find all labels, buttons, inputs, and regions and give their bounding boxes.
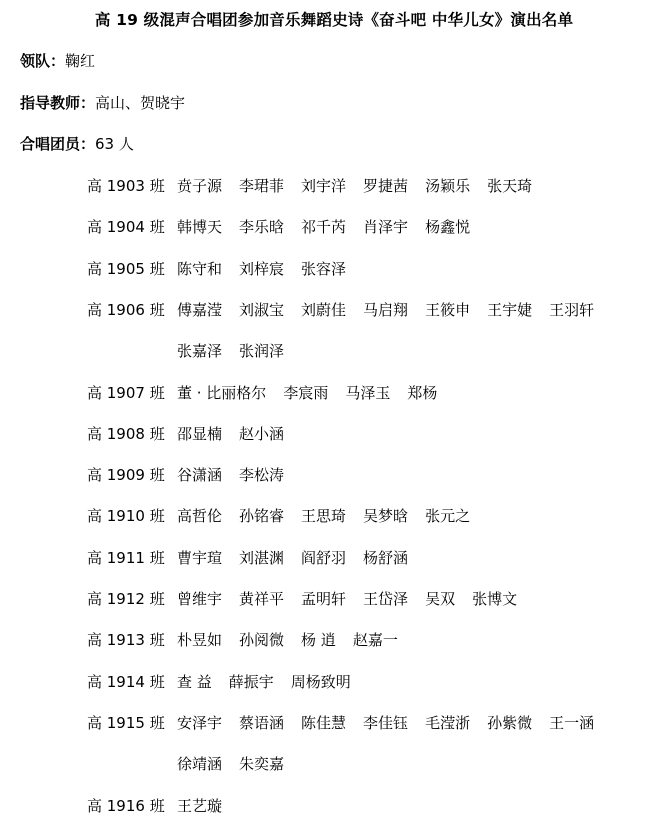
member-names <box>177 175 549 196</box>
class-name: 高 1903 班 <box>87 177 165 195</box>
member-names <box>177 671 368 692</box>
member-names <box>177 753 301 774</box>
member-name: 王岱泽 <box>363 590 409 608</box>
leader-value: 鞠红 <box>65 52 96 70</box>
member-name: 马启翔 <box>363 300 409 319</box>
members-label: 合唱团员： <box>20 135 96 153</box>
member-name: 杨 逍 <box>301 631 336 650</box>
member-name: 谷潇涵 <box>177 466 223 485</box>
class-row-continuation <box>177 340 301 361</box>
member-names <box>177 464 301 485</box>
class-row <box>87 795 239 816</box>
class-row <box>87 505 487 526</box>
member-name: 张元之 <box>425 507 471 526</box>
member-name: 孙阅微 <box>239 631 285 650</box>
class-name: 高 1914 班 <box>87 672 165 691</box>
class-name: 高 1913 班 <box>87 631 165 650</box>
member-name: 王艺璇 <box>177 796 223 815</box>
class-row <box>87 671 368 692</box>
member-name: 汤颖乐 <box>425 177 471 195</box>
member-names <box>177 216 487 237</box>
member-name: 曾维宇 <box>177 590 223 608</box>
class-name: 高 1916 班 <box>87 796 165 815</box>
member-name: 张容泽 <box>301 259 347 278</box>
member-name: 高哲伦 <box>177 507 223 526</box>
member-name: 周杨致明 <box>290 672 351 691</box>
member-name: 王宇婕 <box>487 300 533 319</box>
member-names <box>177 547 425 568</box>
leader-label: 领队： <box>20 52 66 70</box>
member-name: 孟明轩 <box>301 590 347 608</box>
member-name: 蔡语涵 <box>239 713 285 732</box>
member-name: 刘梓宸 <box>239 259 285 278</box>
class-row <box>87 464 301 485</box>
class-name: 高 1907 班 <box>87 383 165 402</box>
member-name: 王思琦 <box>301 507 347 526</box>
member-name: 傅嘉滢 <box>177 300 223 319</box>
teachers-label: 指导教师： <box>20 94 96 112</box>
member-name: 刘宇洋 <box>301 177 347 195</box>
member-name: 李乐晗 <box>239 218 285 237</box>
member-name: 马泽玉 <box>345 383 391 402</box>
member-name: 肖泽宇 <box>363 218 409 237</box>
class-row <box>87 382 454 403</box>
member-name: 王筱申 <box>425 300 471 319</box>
member-name: 李宸雨 <box>283 383 329 402</box>
member-name: 赵小涵 <box>239 424 285 443</box>
class-name: 高 1906 班 <box>87 300 165 319</box>
member-names <box>177 423 301 444</box>
member-name: 王羽轩 <box>549 300 595 319</box>
member-name: 祁千芮 <box>301 218 347 237</box>
member-names <box>177 299 611 320</box>
member-name: 查 益 <box>177 672 212 691</box>
class-name: 高 1911 班 <box>87 548 165 567</box>
member-name: 孙紫微 <box>487 713 533 732</box>
member-name: 郑杨 <box>407 383 438 402</box>
member-names <box>177 629 415 650</box>
member-name: 贲子源 <box>177 177 223 195</box>
member-name: 赵嘉一 <box>352 631 398 650</box>
member-name: 董 · 比丽格尔 <box>177 383 267 402</box>
class-row <box>87 175 549 196</box>
class-name: 高 1909 班 <box>87 466 165 485</box>
member-name: 张润泽 <box>239 342 285 361</box>
member-names <box>177 505 487 526</box>
class-name: 高 1904 班 <box>87 218 165 237</box>
class-row <box>87 629 415 650</box>
member-name: 李松涛 <box>239 466 285 485</box>
member-name: 朴昱如 <box>177 631 223 650</box>
member-names <box>177 382 454 403</box>
member-name: 李珺菲 <box>239 177 285 195</box>
leader-line <box>20 50 95 71</box>
class-row <box>87 216 487 237</box>
member-name: 薛振宇 <box>228 672 274 691</box>
member-name: 安泽宇 <box>177 713 223 732</box>
member-names <box>177 795 239 816</box>
member-name: 黄祥平 <box>239 590 285 608</box>
class-name: 高 1908 班 <box>87 424 165 443</box>
member-name: 韩博天 <box>177 218 223 237</box>
document-title: 高 19 级混声合唱团参加音乐舞蹈史诗《奋斗吧 中华儿女》演出名单 <box>94 11 574 29</box>
members-line <box>20 133 134 154</box>
member-name: 张天琦 <box>487 177 533 195</box>
member-name: 孙铭睿 <box>239 507 285 526</box>
member-name: 李佳钰 <box>363 713 409 732</box>
member-name: 罗捷茜 <box>363 177 409 195</box>
teachers-line <box>20 92 185 113</box>
member-name: 邵显楠 <box>177 424 223 443</box>
member-name: 杨舒涵 <box>363 548 409 567</box>
members-value: 63 人 <box>95 135 134 153</box>
class-row-continuation <box>177 753 301 774</box>
member-name: 朱奕嘉 <box>239 755 285 774</box>
member-name: 陈佳慧 <box>301 713 347 732</box>
member-name: 陈守和 <box>177 259 223 278</box>
class-row <box>87 588 534 609</box>
member-name: 刘淑宝 <box>239 300 285 319</box>
member-names <box>177 712 611 733</box>
member-name: 刘蔚佳 <box>301 300 347 319</box>
member-name: 吴双 <box>425 590 456 608</box>
class-name: 高 1905 班 <box>87 259 165 278</box>
member-names <box>177 340 301 361</box>
class-row <box>87 299 611 320</box>
member-name: 曹宇瑄 <box>177 548 223 567</box>
class-row <box>87 423 301 444</box>
member-name: 刘湛渊 <box>239 548 285 567</box>
member-names <box>177 588 534 609</box>
class-row <box>87 712 611 733</box>
member-name: 王一涵 <box>549 713 595 732</box>
member-name: 徐靖涵 <box>177 755 223 774</box>
class-row <box>87 547 425 568</box>
member-name: 张嘉泽 <box>177 342 223 361</box>
member-name: 杨鑫悦 <box>425 218 471 237</box>
member-names <box>177 258 363 279</box>
member-name: 张博文 <box>472 590 518 608</box>
class-name: 高 1915 班 <box>87 713 165 732</box>
class-name: 高 1912 班 <box>87 590 165 608</box>
member-name: 阎舒羽 <box>301 548 347 567</box>
class-row <box>87 258 363 279</box>
member-name: 毛滢浙 <box>425 713 471 732</box>
member-name: 吴梦晗 <box>363 507 409 526</box>
teachers-value: 高山、贺晓宇 <box>95 94 186 112</box>
class-name: 高 1910 班 <box>87 507 165 526</box>
